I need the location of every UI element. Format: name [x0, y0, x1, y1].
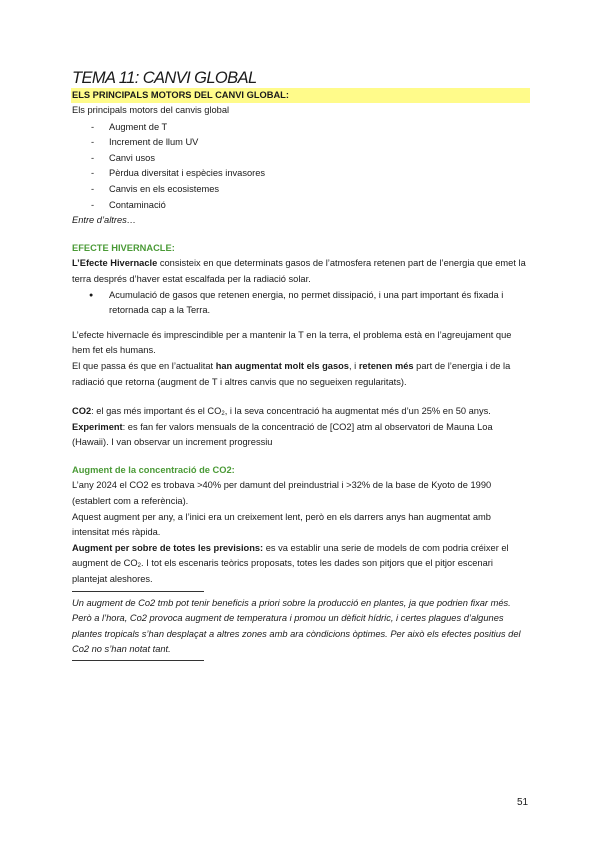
- spacer: [72, 390, 528, 404]
- text-run: : el gas més important és el CO: [91, 406, 222, 417]
- augment-paragraph-3: [72, 541, 528, 588]
- note-paragraph: Un augment de Co2 tmb pot tenir beneficis a priori sobre la producció en plantes, ja que podrien fixar més. Però a l’hora, Co2 provoca augment de temperatura i promou un dèficit hídric, i certes plagues d’algunes plantes tropicals s’han desplaçat a altres zones amb ara còndicions òptimes. Per això els efectes positius del Co2 no s’han notat tant.: [72, 597, 521, 655]
- co2-paragraph: [72, 404, 528, 420]
- text-run: , i: [348, 360, 359, 371]
- hivernacle-heading: EFECTE HIVERNACLE:: [72, 242, 175, 253]
- list-item: - Contaminació: [72, 198, 528, 214]
- list-item: ● Acumulació de gasos que retenen energia, no permet dissipació, i una part important és fixada i retornada cap a la Terra.: [72, 288, 528, 319]
- text-run: El que passa és que en l’actualitat: [72, 360, 216, 371]
- list-item: - Canvis en els ecosistemes: [72, 182, 528, 198]
- subscript: 2: [221, 411, 225, 418]
- hivernacle-paragraph-2: [72, 359, 528, 390]
- co2-label: CO2: [72, 406, 92, 417]
- hivernacle-definition: [72, 256, 528, 287]
- experiment-label: Experiment: [72, 421, 123, 432]
- bold-run: retenen més: [358, 360, 414, 371]
- motors-intro: Els principals motors del canvis global: [72, 105, 230, 115]
- page-title: TEMA 11: CANVI GLOBAL: [72, 69, 257, 87]
- list-item: - Increment de llum UV: [72, 135, 528, 151]
- bold-run: Augment per sobre de totes les previsions:: [72, 542, 264, 553]
- list-item: - Pèrdua diversitat i espècies invasores: [72, 166, 528, 182]
- divider-line: [72, 660, 204, 661]
- text-run: es va establir una serie de models de com podria créixer el augment de CO: [72, 542, 509, 569]
- experiment-paragraph: [72, 420, 528, 451]
- page-number: 51: [517, 797, 529, 808]
- motors-other: Entre d’altres…: [72, 215, 137, 226]
- augment-heading: Augment de la concentració de CO2:: [72, 464, 235, 475]
- text-run: . I tot els escenaris teòrics proposats, totes les dades son pitjors que el pitjor escenari plantejat aleshores.: [72, 558, 493, 585]
- augment-paragraph-1: L’any 2024 el CO2 es trobava >40% per damunt del preindustrial i >32% de la base de Kyoto de 1990 (establert com a referència).: [72, 480, 492, 507]
- spacer: [72, 319, 528, 328]
- page-content: [72, 68, 528, 661]
- hivernacle-term: L’Efecte Hivernacle: [72, 258, 158, 269]
- list-item: - Canvi usos: [72, 151, 528, 167]
- augment-paragraph-2: Aquest augment per any, a l’inici era un creixement lent, però en els darrers anys han augmentat amb intensitat més ràpida.: [72, 511, 491, 538]
- text-run: , i la seva concentració ha augmentat més d’un 25% en 50 anys.: [224, 406, 491, 417]
- motors-heading: ELS PRINCIPALS MOTORS DEL CANVI GLOBAL:: [71, 88, 530, 103]
- bold-run: han augmentat molt els gasos: [215, 360, 349, 371]
- subscript: 2: [137, 563, 141, 570]
- text-run: : es fan fer valors mensuals de la concentració de [CO2] atm al observatori de Mauna Loa (Hawaii). I van observar un increment progressiu: [72, 421, 493, 448]
- list-item: - Augment de T: [72, 120, 528, 136]
- hivernacle-bullets: [72, 288, 528, 319]
- motors-list: [72, 120, 528, 214]
- hivernacle-def-text: consisteix en que determinats gasos de l’atmosfera retenen part de l’energia que emet la terra després d’haver estat escalfada per la radiació solar.: [72, 258, 526, 284]
- hivernacle-paragraph-1: L’efecte hivernacle és imprescindible per a mantenir la T en la terra, el problema està en l’agreujament que hem fet els humans.: [72, 329, 512, 356]
- text-run: part de l’energia i de la radiació que retorna (augment de T i altres canvis que no segueixen regularitats).: [72, 360, 511, 387]
- divider-line: [72, 591, 204, 592]
